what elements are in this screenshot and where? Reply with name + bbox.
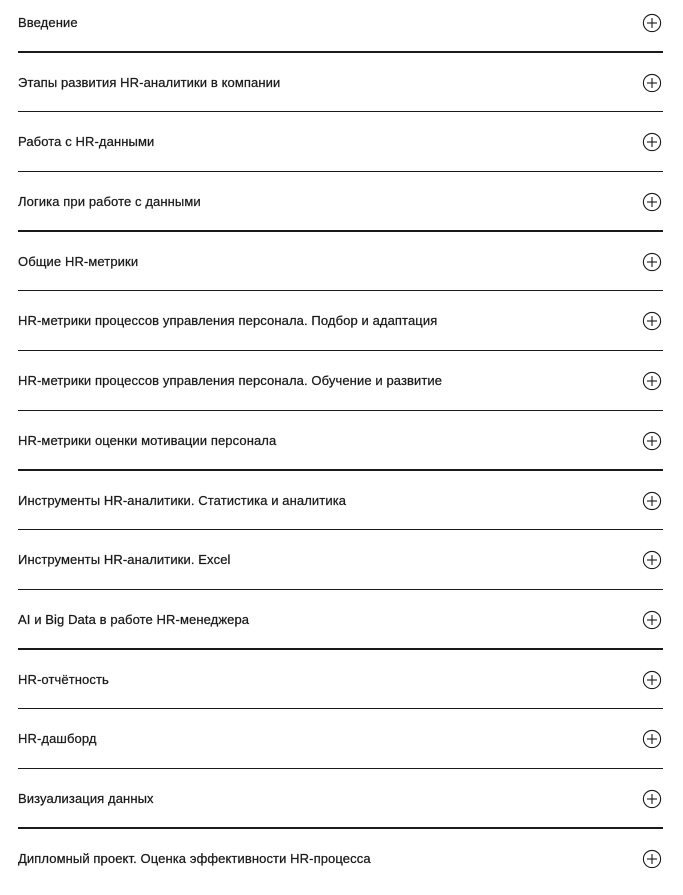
accordion-item-9[interactable] (18, 478, 663, 538)
plus-circle-icon[interactable] (642, 550, 662, 570)
accordion-item-title: Этапы развития HR-аналитики в компании (18, 74, 281, 90)
divider (18, 111, 663, 112)
accordion-item-12[interactable] (18, 657, 663, 717)
accordion-item-1[interactable] (18, 0, 663, 60)
plus-circle-icon[interactable] (642, 610, 662, 630)
accordion-item-title: Инструменты HR-аналитики. Excel (18, 552, 231, 568)
accordion-item-title: Визуализация данных (18, 790, 154, 806)
course-modules-accordion (18, 0, 663, 895)
accordion-item-14[interactable] (18, 776, 663, 836)
accordion-item-title: Общие HR-метрики (18, 253, 139, 269)
divider (18, 230, 663, 231)
divider (18, 529, 663, 530)
accordion-item-title: Введение (18, 15, 78, 30)
accordion-item-title: AI и Big Data в работе HR-менеджера (18, 611, 250, 627)
divider (18, 708, 663, 709)
accordion-item-3[interactable] (18, 119, 663, 179)
accordion-item-title: Работа с HR-данными (18, 134, 155, 150)
accordion-item-title: HR-метрики оценки мотивации персонала (18, 432, 277, 448)
accordion-item-13[interactable] (18, 716, 663, 776)
plus-circle-icon[interactable] (642, 849, 662, 869)
divider (18, 469, 663, 470)
divider (18, 410, 663, 411)
accordion-item-15[interactable] (18, 836, 663, 895)
divider (18, 290, 663, 291)
divider (18, 589, 663, 590)
accordion-item-11[interactable] (18, 597, 663, 657)
accordion-item-4[interactable] (18, 179, 663, 239)
divider (18, 51, 663, 52)
accordion-item-2[interactable] (18, 60, 663, 120)
divider (18, 648, 663, 649)
accordion-item-6[interactable] (18, 298, 663, 358)
plus-circle-icon[interactable] (642, 192, 662, 212)
plus-circle-icon[interactable] (642, 73, 662, 93)
plus-circle-icon[interactable] (642, 729, 662, 749)
plus-circle-icon[interactable] (642, 132, 662, 152)
plus-circle-icon[interactable] (642, 431, 662, 451)
plus-circle-icon[interactable] (642, 371, 662, 391)
accordion-item-10[interactable] (18, 537, 663, 597)
accordion-item-5[interactable] (18, 239, 663, 299)
accordion-item-title: Инструменты HR-аналитики. Статистика и аналитика (18, 492, 347, 508)
accordion-item-7[interactable] (18, 358, 663, 418)
plus-circle-icon[interactable] (642, 13, 662, 33)
accordion-item-title: HR-дашборд (18, 731, 97, 747)
plus-circle-icon[interactable] (642, 491, 662, 511)
divider (18, 350, 663, 351)
plus-circle-icon[interactable] (642, 670, 662, 690)
divider (18, 827, 663, 828)
plus-circle-icon[interactable] (642, 789, 662, 809)
accordion-item-title: HR-метрики процессов управления персонала. Обучение и развитие (18, 373, 443, 389)
accordion-item-title: HR-метрики процессов управления персонала. Подбор и адаптация (18, 313, 438, 329)
plus-circle-icon[interactable] (642, 311, 662, 331)
plus-circle-icon[interactable] (642, 252, 662, 272)
divider (18, 171, 663, 172)
accordion-item-title: HR-отчётность (18, 671, 109, 687)
divider (18, 768, 663, 769)
accordion-item-title: Дипломный проект. Оценка эффективности HR-процесса (18, 850, 371, 866)
accordion-item-8[interactable] (18, 418, 663, 478)
accordion-item-title: Логика при работе с данными (18, 194, 201, 210)
